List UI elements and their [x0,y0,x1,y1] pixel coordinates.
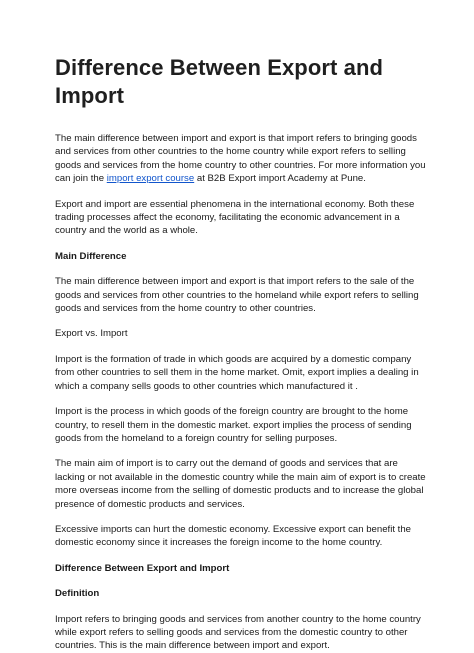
intro-text-after-link: at B2B Export import Academy at Pune. [194,173,366,185]
excessive-paragraph: Excessive imports can hurt the domestic economy. Excessive export can benefit the domestic economy since it increases the foreign income to the home country. [55,523,412,549]
process-paragraph: Import is the process in which goods of the foreign country are brought to the home country, to resell them in the domestic market. export implies the process of sending goods from the homeland to a foreign country for selling purposes. [55,406,412,444]
aim-paragraph: The main aim of import is to carry out the demand of goods and services that are lacking or not available in the domestic country while the main aim of export is to create more overseas income from the selling of domestic products and to increase the global presence of domestic products and services. [55,458,426,510]
page-title: Difference Between Export and Import [55,55,384,108]
definition-heading: Definition [55,588,100,600]
export-vs-import-heading: Export vs. Import [55,328,128,340]
intro-paragraph [55,132,430,186]
definition-paragraph: Import refers to bringing goods and services from another country to the home country while export refers to selling goods and services from the domestic country to other countries. This is the main difference between import and export. [55,613,421,652]
import-export-course-link[interactable]: import export course [106,173,195,185]
difference-heading: Difference Between Export and Import [55,562,230,574]
main-difference-paragraph: The main difference between import and export is that import refers to the sale of the goods and services from other countries to the homeland while export refers to selling goods and services from the home country to other countries. [55,276,419,315]
main-difference-heading: Main Difference [55,250,127,262]
formation-paragraph: Import is the formation of trade in which goods are acquired by a domestic company from other countries to sell them in the home market. Omit, export implies a dealing in which a company sells goods to other countries which manufactured it . [55,353,419,392]
intro-text-before-link: The main difference between import and export is that import refers to bringing goods and services from other countries to the home country while export refers to selling goods and services from the home country to other countries. For more information you can join the [55,133,426,185]
phenomena-paragraph: Export and import are essential phenomena in the international economy. Both these trading processes affect the economy, facilitating the economic advancement in a country and the world as a whole. [55,198,415,237]
